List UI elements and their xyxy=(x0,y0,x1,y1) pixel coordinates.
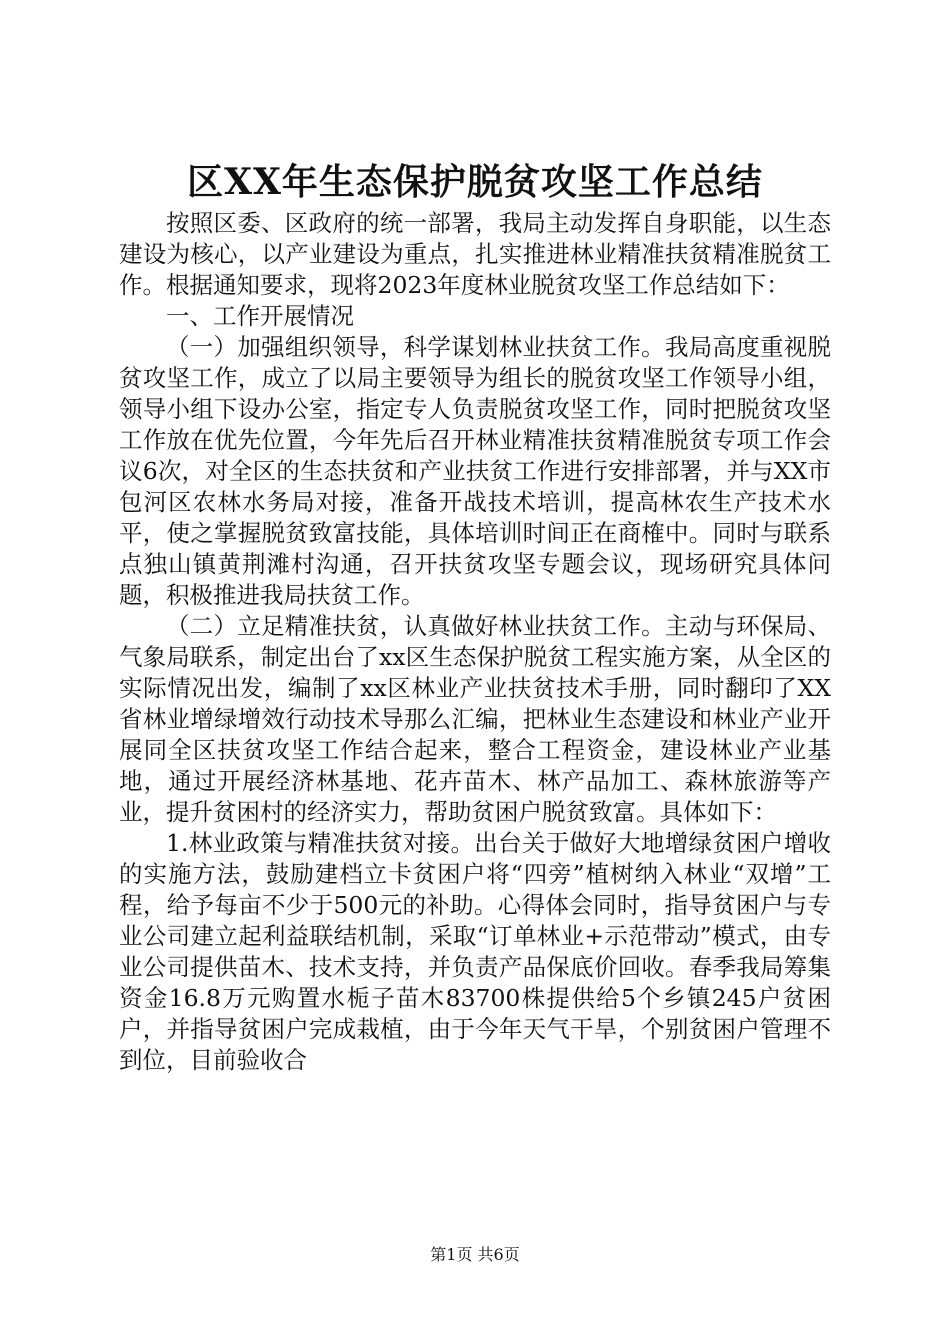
page-footer: 第1页 共6页 xyxy=(430,1245,520,1264)
document-title: 区XX年生态保护脱贫攻坚工作总结 xyxy=(187,161,763,203)
paragraph-policy-docking: 1.林业政策与精准扶贫对接。出台关于做好大地增绿贫困户增收的实施方法，鼓励建档立卡贫困户将“四旁”植树纳入林业“双增”工程，给予每亩不少于500元的补助。心得体会同时，指导贫困户与专业公司建立起利益联结机制，采取“订单林业+示范带动”模式，由专业公司提供苗木、技术支持，并负责产品保底价回收。春季我局筹集资金16.8万元购置水栀子苗木83700株提供给5个乡镇245户贫困户，并指导贫困户完成栽植，由于今年天气干旱，个别贫困户管理不到位，目前验收合 xyxy=(119,829,831,1074)
paragraph-intro: 按照区委、区政府的统一部署，我局主动发挥自身职能，以生态建设为核心，以产业建设为重点，扎实推进林业精准扶贫精准脱贫工作。根据通知要求，现将2023年度林业脱贫攻坚工作总结如下： xyxy=(119,209,831,299)
paragraph-precision-poverty: （二）立足精准扶贫，认真做好林业扶贫工作。主动与环保局、气象局联系，制定出台了xx区生态保护脱贫工程实施方案，从全区的实际情况出发，编制了xx区林业产业扶贫技术手册，同时翻印了XX省林业增绿增效行动技术导那么汇编，把林业生态建设和林业产业开展同全区扶贫攻坚工作结合起来，整合工程资金，建设林业产业基地，通过开展经济林基地、花卉苗木、林产品加工、森林旅游等产业，提升贫困村的经济实力，帮助贫困户脱贫致富。具体如下： xyxy=(119,612,831,826)
paragraph-organization: （一）加强组织领导，科学谋划林业扶贫工作。我局高度重视脱贫攻坚工作，成立了以局主要领导为组长的脱贫攻坚工作领导小组，领导小组下设办公室，指定专人负责脱贫攻坚工作，同时把脱贫攻坚工作放在优先位置，今年先后召开林业精准扶贫精准脱贫专项工作会议6次，对全区的生态扶贫和产业扶贫工作进行安排部署，并与XX市包河区农林水务局对接，准备开战技术培训，提高林农生产技术水平，使之掌握脱贫致富技能，具体培训时间正在商榷中。同时与联系点独山镇黄荆滩村沟通，召开扶贫攻坚专题会议，现场研究具体问题，积极推进我局扶贫工作。 xyxy=(119,333,831,609)
section-heading: 一、工作开展情况 xyxy=(166,302,354,330)
document-body xyxy=(119,208,831,1076)
